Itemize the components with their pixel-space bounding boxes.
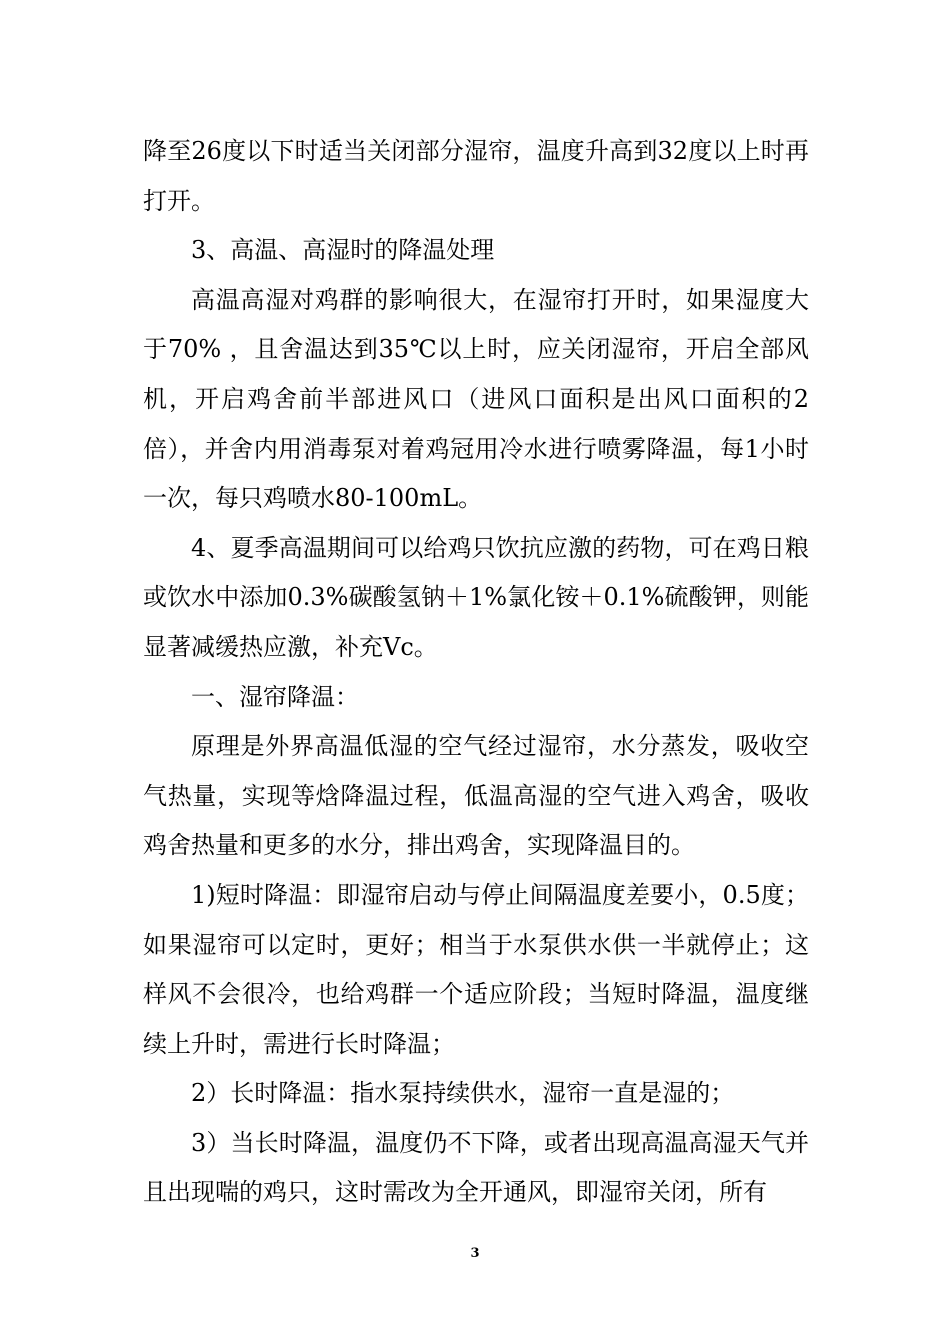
page-number: 3 <box>470 1246 480 1261</box>
paragraph-7: 1)短时降温：即湿帘启动与停止间隔温度差要小，0.5度；如果湿帘可以定时，更好；相当于水泵供水供一半就停止；这样风不会很冷，也给鸡群一个适应阶段；当短时降温，温度继续上升时，需进行长时降温； <box>143 880 809 1058</box>
paragraph-8: 2）长时降温：指水泵持续供水，湿帘一直是湿的； <box>191 1079 735 1108</box>
paragraph-9: 3）当长时降温，温度仍不下降，或者出现高温高湿天气并且出现喘的鸡只，这时需改为全开通风，即湿帘关闭，所有 <box>143 1128 809 1207</box>
paragraph-2-heading: 3、高温、高湿时的降温处理 <box>191 236 495 265</box>
paragraph-4: 4、夏季高温期间可以给鸡只饮抗应激的药物，可在鸡日粮或饮水中添加0.3%碳酸氢钠＋1%氯化铵＋0.1%硫酸钾，则能显著减缓热应激，补充Vc。 <box>143 533 809 661</box>
paragraph-5-heading: 一、湿帘降温： <box>191 682 359 711</box>
document-body <box>143 127 809 1218</box>
paragraph-6: 原理是外界高温低湿的空气经过湿帘，水分蒸发，吸收空气热量，实现等焓降温过程，低温高湿的空气进入鸡舍，吸收鸡舍热量和更多的水分，排出鸡舍，实现降温目的。 <box>143 732 809 860</box>
paragraph-1: 降至26度以下时适当关闭部分湿帘，温度升高到32度以上时再打开。 <box>143 137 809 215</box>
paragraph-3: 高温高湿对鸡群的影响很大，在湿帘打开时，如果湿度大于70% ，且舍温达到35℃以上时，应关闭湿帘，开启全部风机，开启鸡舍前半部进风口（进风口面积是出风口面积的2倍），并舍内用消毒泵对着鸡冠用冷水进行喷雾降温，每1小时一次，每只鸡喷水80-100mL。 <box>143 285 809 513</box>
